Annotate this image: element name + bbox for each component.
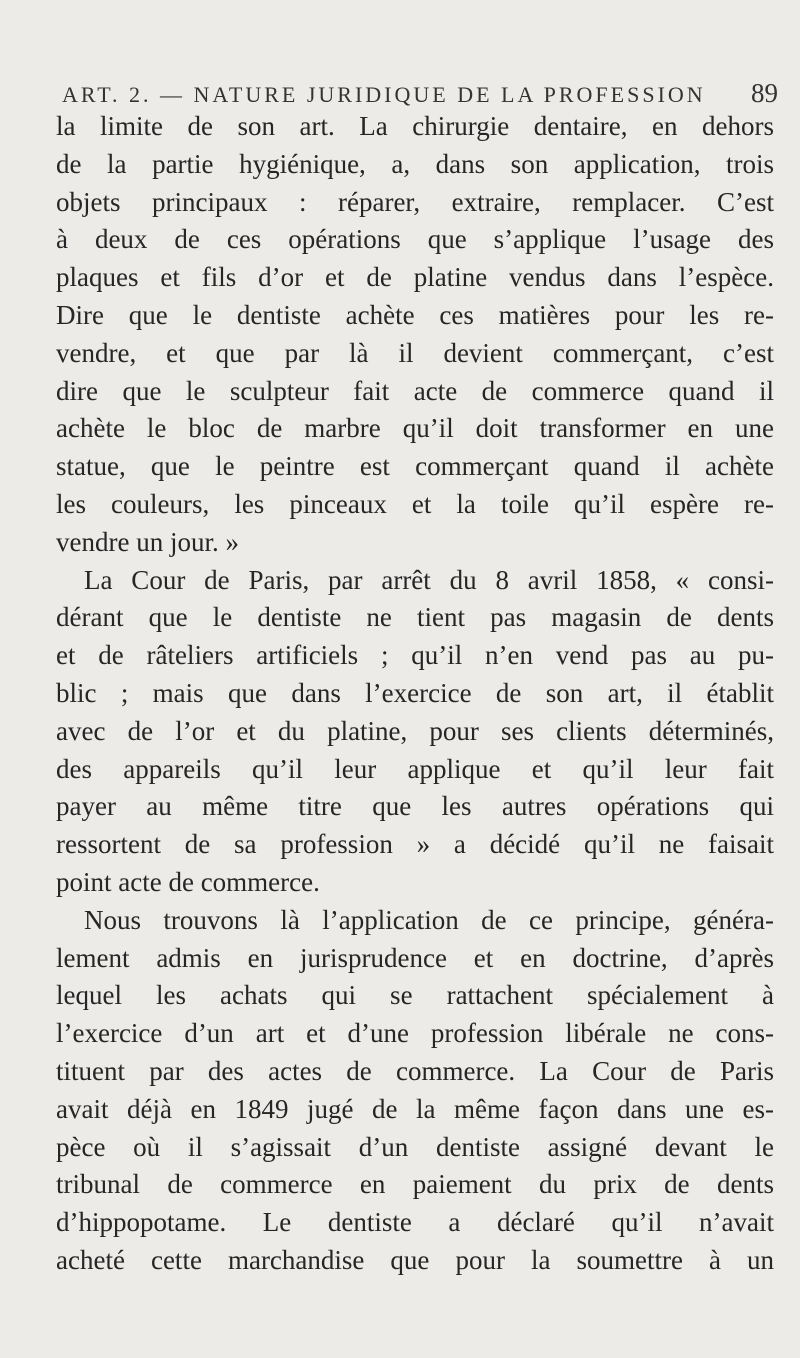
text-line: avec de l’or et du platine, pour ses clients déterminés, [56, 715, 774, 746]
text-line: vendre un jour. » [56, 526, 239, 557]
text-line: l’exercice d’un art et d’une profession libérale ne cons- [56, 1018, 774, 1049]
text-line: dérant que le dentiste ne tient pas magasin de dents [56, 602, 774, 633]
text-line: blic ; mais que dans l’exercice de son art, il établit [56, 677, 774, 708]
text-line: des appareils qu’il leur applique et qu’il leur fait [56, 753, 774, 784]
text-line: tribunal de commerce en paiement du prix de dents [56, 1169, 774, 1200]
text-line: les couleurs, les pinceaux et la toile qu’il espère re- [56, 488, 774, 519]
text-line: lequel les achats qui se rattachent spécialement à [56, 980, 774, 1011]
text-line: objets principaux : réparer, extraire, remplacer. C’est [56, 186, 774, 217]
text-line: de la partie hygiénique, a, dans son application, trois [56, 148, 774, 179]
text-line: achète le bloc de marbre qu’il doit transformer en une [56, 413, 774, 444]
text-line: Dire que le dentiste achète ces matières pour les re- [56, 299, 774, 330]
text-line: avait déjà en 1849 jugé de la même façon dans une es- [56, 1093, 774, 1124]
text-line: ressortent de sa profession » a décidé qu’il ne faisait [56, 829, 774, 860]
text-line: La Cour de Paris, par arrêt du 8 avril 1858, « consi- [84, 564, 774, 595]
text-line: tituent par des actes de commerce. La Cour de Paris [56, 1055, 774, 1086]
text-line: statue, que le peintre est commerçant quand il achète [56, 451, 774, 482]
text-line: vendre, et que par là il devient commerçant, c’est [56, 337, 774, 368]
running-head-title: ART. 2. — NATURE JURIDIQUE DE LA PROFESSION [62, 82, 706, 107]
text-line: la limite de son art. La chirurgie dentaire, en dehors [56, 111, 774, 141]
text-line: plaques et fils d’or et de platine vendus dans l’espèce. [56, 262, 774, 293]
text-line: point acte de commerce. [56, 866, 320, 897]
text-line: et de râteliers artificiels ; qu’il n’en vend pas au pu- [56, 640, 774, 671]
page-number: 89 [751, 78, 778, 108]
text-line: dire que le sculpteur fait acte de commerce quand il [56, 375, 774, 406]
text-line: acheté cette marchandise que pour la soumettre à un [56, 1244, 774, 1275]
text-line: pèce où il s’agissait d’un dentiste assigné devant le [56, 1131, 774, 1162]
text-line: Nous trouvons là l’application de ce principe, généra- [84, 904, 774, 935]
text-line: payer au même titre que les autres opérations qui [56, 791, 774, 822]
text-line: d’hippopotame. Le dentiste a déclaré qu’il n’avait [56, 1207, 774, 1238]
text-line: à deux de ces opérations que s’applique l’usage des [56, 224, 774, 255]
running-head [62, 78, 778, 109]
text-line: lement admis en jurisprudence et en doctrine, d’après [56, 942, 774, 973]
body-text [56, 108, 774, 1280]
